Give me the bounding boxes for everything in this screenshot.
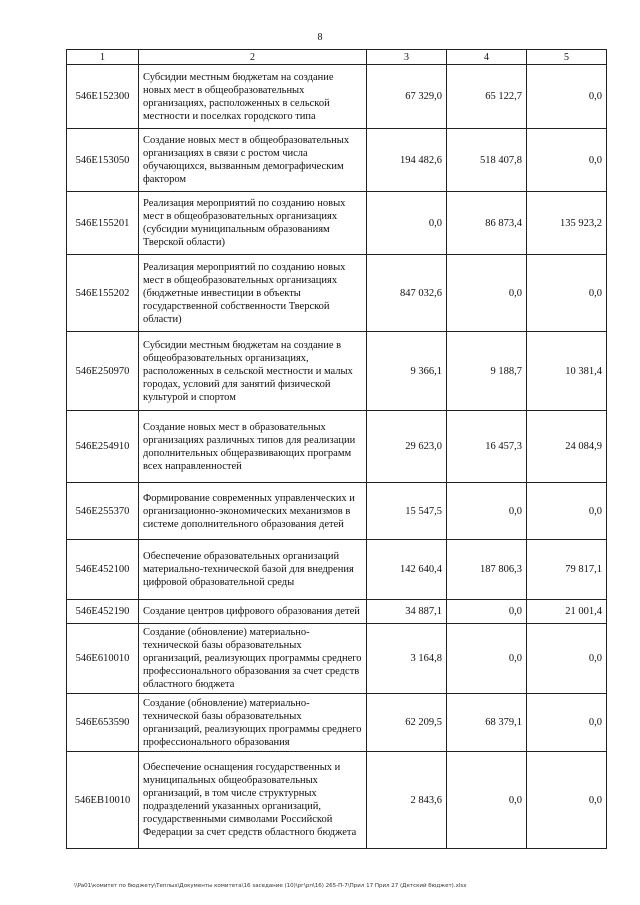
row-value-3: 62 209,5 bbox=[367, 694, 447, 752]
row-value-5: 0,0 bbox=[527, 65, 607, 129]
row-value-3: 34 887,1 bbox=[367, 600, 447, 624]
row-code: 546E250970 bbox=[67, 332, 139, 411]
row-name: Формирование современных управленческих и организационно-экономических механизмов в системе дополнительного образования детей bbox=[139, 483, 367, 540]
row-code: 546E255370 bbox=[67, 483, 139, 540]
budget-table bbox=[66, 49, 607, 849]
row-value-5: 10 381,4 bbox=[527, 332, 607, 411]
table-row bbox=[67, 65, 607, 129]
row-value-4: 0,0 bbox=[447, 483, 527, 540]
row-code: 546E153050 bbox=[67, 129, 139, 192]
table-row bbox=[67, 624, 607, 694]
row-name: Реализация мероприятий по созданию новых мест в общеобразовательных организациях (бюджетные инвестиции в объекты государственной собственности Тверской области) bbox=[139, 255, 367, 332]
row-value-4: 0,0 bbox=[447, 624, 527, 694]
row-code: 546E452100 bbox=[67, 540, 139, 600]
file-path-footer: \\Pa01\комитет по бюджету\Теплых\Документы комитета\16 заседание (10)\рг\рп\16) 265-П-7\Прил 17 Прил 27 (Детский бюджет).xlsx bbox=[74, 883, 467, 889]
row-value-5: 79 817,1 bbox=[527, 540, 607, 600]
row-value-4: 0,0 bbox=[447, 752, 527, 849]
row-value-4: 187 806,3 bbox=[447, 540, 527, 600]
column-header-5: 5 bbox=[527, 50, 607, 65]
page-number: 8 bbox=[317, 32, 323, 43]
row-value-3: 29 623,0 bbox=[367, 411, 447, 483]
row-value-5: 0,0 bbox=[527, 694, 607, 752]
table-row bbox=[67, 600, 607, 624]
row-value-4: 65 122,7 bbox=[447, 65, 527, 129]
row-name: Создание (обновление) материально-технической базы образовательных организаций, реализующих программы среднего профессионального образования за счет средств областного бюджета bbox=[139, 624, 367, 694]
row-value-3: 847 032,6 bbox=[367, 255, 447, 332]
row-value-3: 9 366,1 bbox=[367, 332, 447, 411]
row-name: Обеспечение оснащения государственных и муниципальных общеобразовательных организаций, в том числе структурных подразделений указанных организаций, государственными символами Российской Федерации за счет средств областного бюджета bbox=[139, 752, 367, 849]
row-code: 546E152300 bbox=[67, 65, 139, 129]
row-value-5: 135 923,2 bbox=[527, 192, 607, 255]
table-row bbox=[67, 192, 607, 255]
table-row bbox=[67, 694, 607, 752]
row-value-4: 9 188,7 bbox=[447, 332, 527, 411]
row-value-4: 518 407,8 bbox=[447, 129, 527, 192]
row-value-4: 68 379,1 bbox=[447, 694, 527, 752]
row-code: 546EB10010 bbox=[67, 752, 139, 849]
row-value-3: 67 329,0 bbox=[367, 65, 447, 129]
row-value-3: 2 843,6 bbox=[367, 752, 447, 849]
row-name: Создание новых мест в общеобразовательных организациях в связи с ростом числа обучающихся, вызванным демографическим фактором bbox=[139, 129, 367, 192]
table-row bbox=[67, 483, 607, 540]
row-value-5: 0,0 bbox=[527, 624, 607, 694]
row-value-3: 142 640,4 bbox=[367, 540, 447, 600]
row-value-4: 16 457,3 bbox=[447, 411, 527, 483]
row-value-3: 15 547,5 bbox=[367, 483, 447, 540]
row-name: Реализация мероприятий по созданию новых мест в общеобразовательных организациях (субсидии муниципальным образованиям Тверской области) bbox=[139, 192, 367, 255]
row-value-5: 0,0 bbox=[527, 129, 607, 192]
row-value-5: 0,0 bbox=[527, 255, 607, 332]
column-header-2: 2 bbox=[139, 50, 367, 65]
row-value-5: 0,0 bbox=[527, 752, 607, 849]
row-code: 546E155202 bbox=[67, 255, 139, 332]
row-name: Создание центров цифрового образования детей bbox=[139, 600, 367, 624]
row-value-4: 86 873,4 bbox=[447, 192, 527, 255]
row-name: Обеспечение образовательных организаций материально-технической базой для внедрения цифровой образовательной среды bbox=[139, 540, 367, 600]
column-header-4: 4 bbox=[447, 50, 527, 65]
row-name: Субсидии местным бюджетам на создание новых мест в общеобразовательных организациях, расположенных в сельской местности и поселках городского типа bbox=[139, 65, 367, 129]
row-value-5: 24 084,9 bbox=[527, 411, 607, 483]
row-value-5: 21 001,4 bbox=[527, 600, 607, 624]
row-value-3: 0,0 bbox=[367, 192, 447, 255]
table-row bbox=[67, 255, 607, 332]
header-row bbox=[67, 50, 607, 65]
row-code: 546E452190 bbox=[67, 600, 139, 624]
row-code: 546E155201 bbox=[67, 192, 139, 255]
row-value-4: 0,0 bbox=[447, 255, 527, 332]
row-code: 546E653590 bbox=[67, 694, 139, 752]
column-header-3: 3 bbox=[367, 50, 447, 65]
table-row bbox=[67, 332, 607, 411]
row-value-4: 0,0 bbox=[447, 600, 527, 624]
row-name: Субсидии местным бюджетам на создание в общеобразовательных организациях, расположенных в сельской местности и малых городах, условий для занятий физической культурой и спортом bbox=[139, 332, 367, 411]
column-header-1: 1 bbox=[67, 50, 139, 65]
row-value-5: 0,0 bbox=[527, 483, 607, 540]
row-value-3: 194 482,6 bbox=[367, 129, 447, 192]
table-row bbox=[67, 411, 607, 483]
row-code: 546E610010 bbox=[67, 624, 139, 694]
table-row bbox=[67, 129, 607, 192]
table-row bbox=[67, 752, 607, 849]
table-row bbox=[67, 540, 607, 600]
row-code: 546E254910 bbox=[67, 411, 139, 483]
row-value-3: 3 164,8 bbox=[367, 624, 447, 694]
row-name: Создание новых мест в образовательных организациях различных типов для реализации дополнительных общеразвивающих программ всех направленностей bbox=[139, 411, 367, 483]
row-name: Создание (обновление) материально-технической базы образовательных организаций, реализующих программы среднего профессионального образования bbox=[139, 694, 367, 752]
